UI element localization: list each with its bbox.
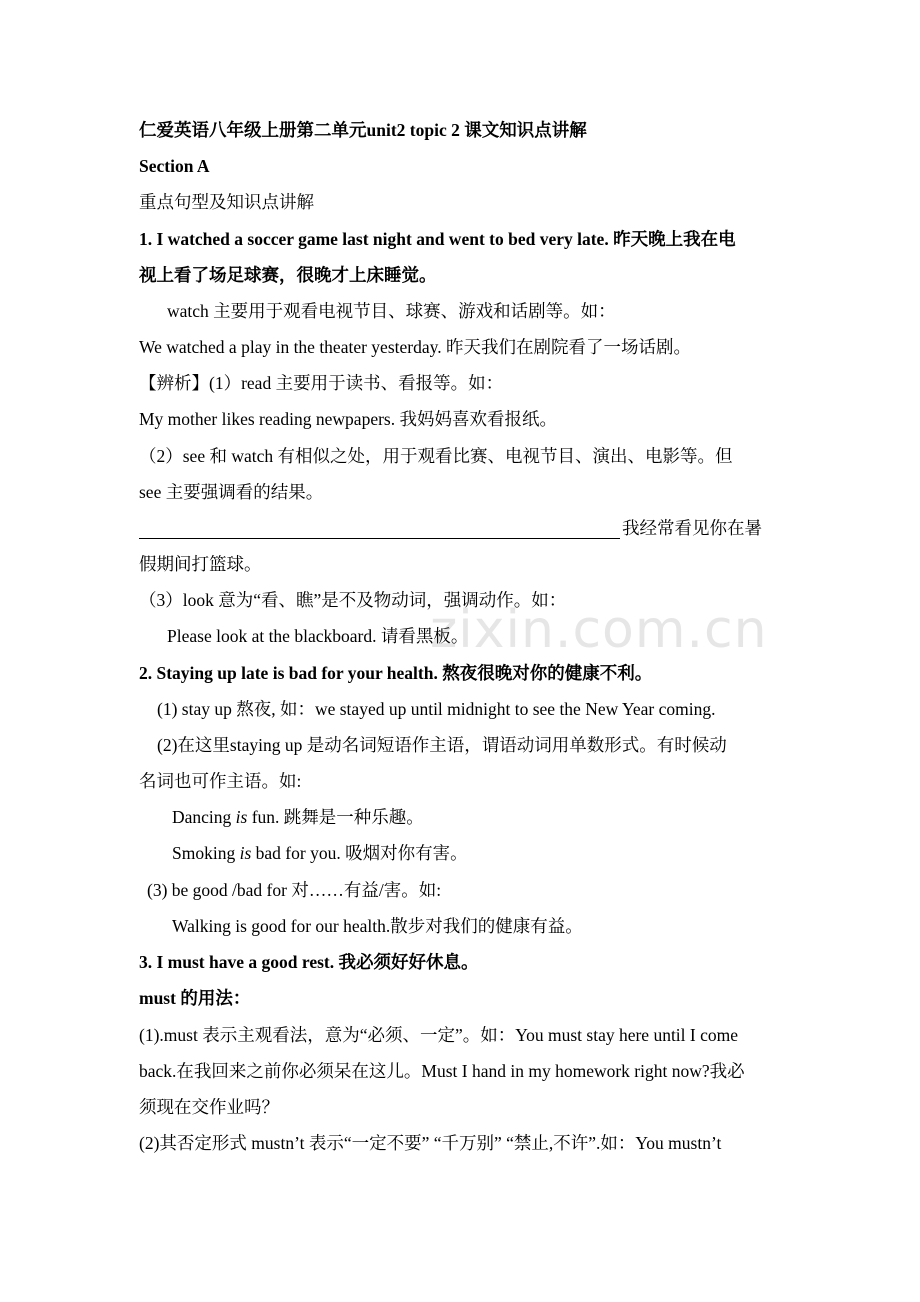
stayup-note: (1) stay up 熬夜, 如：we stayed up until midnight to see the New Year coming.: [157, 699, 716, 719]
must-rule1-line2: back.在我回来之前你必须呆在这儿。Must I hand in my homework right now?我必: [139, 1061, 745, 1081]
point1-heading-line1: 1. I watched a soccer game last night and went to bed very late. 昨天晚上我在电: [139, 229, 736, 249]
gerund-note-line1: (2)在这里staying up 是动名词短语作主语，谓语动词用单数形式。有时候动: [157, 735, 727, 755]
point3-heading: 3. I must have a good rest. 我必须好好休息。: [139, 952, 479, 972]
point1-heading-line2: 视上看了场足球赛，很晚才上床睡觉。: [139, 265, 437, 285]
section-heading: Section A: [139, 156, 210, 176]
fill-in-blank-line: [139, 538, 620, 539]
smoking-verb: is: [239, 843, 252, 863]
see-note-line1: （2）see 和 watch 有相似之处，用于观看比赛、电视节目、演出、电影等。但: [139, 446, 733, 466]
dancing-verb: is: [235, 807, 248, 827]
watch-example: We watched a play in the theater yesterday. 昨天我们在剧院看了一场话剧。: [139, 337, 691, 357]
watermark: zixin.com.cn: [430, 600, 768, 660]
dancing-text-a: Dancing: [172, 807, 236, 827]
read-example: My mother likes reading newpapers. 我妈妈喜欢看报纸。: [139, 409, 557, 429]
must-heading: must 的用法：: [139, 988, 251, 1008]
smoking-example: [172, 842, 468, 864]
smoking-text-a: Smoking: [172, 843, 240, 863]
blank-sentence-line2: 假期间打篮球。: [139, 554, 262, 574]
dancing-text-b: fun. 跳舞是一种乐趣。: [247, 807, 424, 827]
watch-note: watch 主要用于观看电视节目、球赛、游戏和话剧等。如：: [167, 301, 616, 321]
look-note: （3）look 意为“看、瞧”是不及物动词，强调动作。如：: [139, 590, 567, 610]
look-example: Please look at the blackboard. 请看黑板。: [167, 626, 469, 646]
see-note-line2: see 主要强调看的结果。: [139, 482, 324, 502]
gerund-note-line2: 名词也可作主语。如:: [139, 771, 302, 791]
must-rule1-line3: 须现在交作业吗？: [139, 1097, 279, 1117]
begood-note: (3) be good /bad for 对……有益/害。如:: [147, 880, 442, 900]
point2-heading: 2. Staying up late is bad for your health. 熬夜很晚对你的健康不利。: [139, 663, 653, 683]
blank-sentence-end: 我经常看见你在暑: [622, 518, 762, 538]
dancing-example: [172, 806, 424, 828]
walking-example: Walking is good for our health.散步对我们的健康有益。: [172, 916, 583, 936]
must-rule2-line1: (2)其否定形式 mustn’t 表示“一定不要” “千万别” “禁止,不许”.如：You mustn’t: [139, 1133, 722, 1153]
read-note: 【辨析】(1）read 主要用于读书、看报等。如：: [139, 373, 504, 393]
document-title: 仁爱英语八年级上册第二单元unit2 topic 2 课文知识点讲解: [139, 120, 587, 140]
must-rule1-line1: (1).must 表示主观看法，意为“必须、一定”。如：You must stay here until I come: [139, 1025, 739, 1045]
smoking-text-b: bad for you. 吸烟对你有害。: [251, 843, 468, 863]
subtitle: 重点句型及知识点讲解: [139, 192, 314, 212]
